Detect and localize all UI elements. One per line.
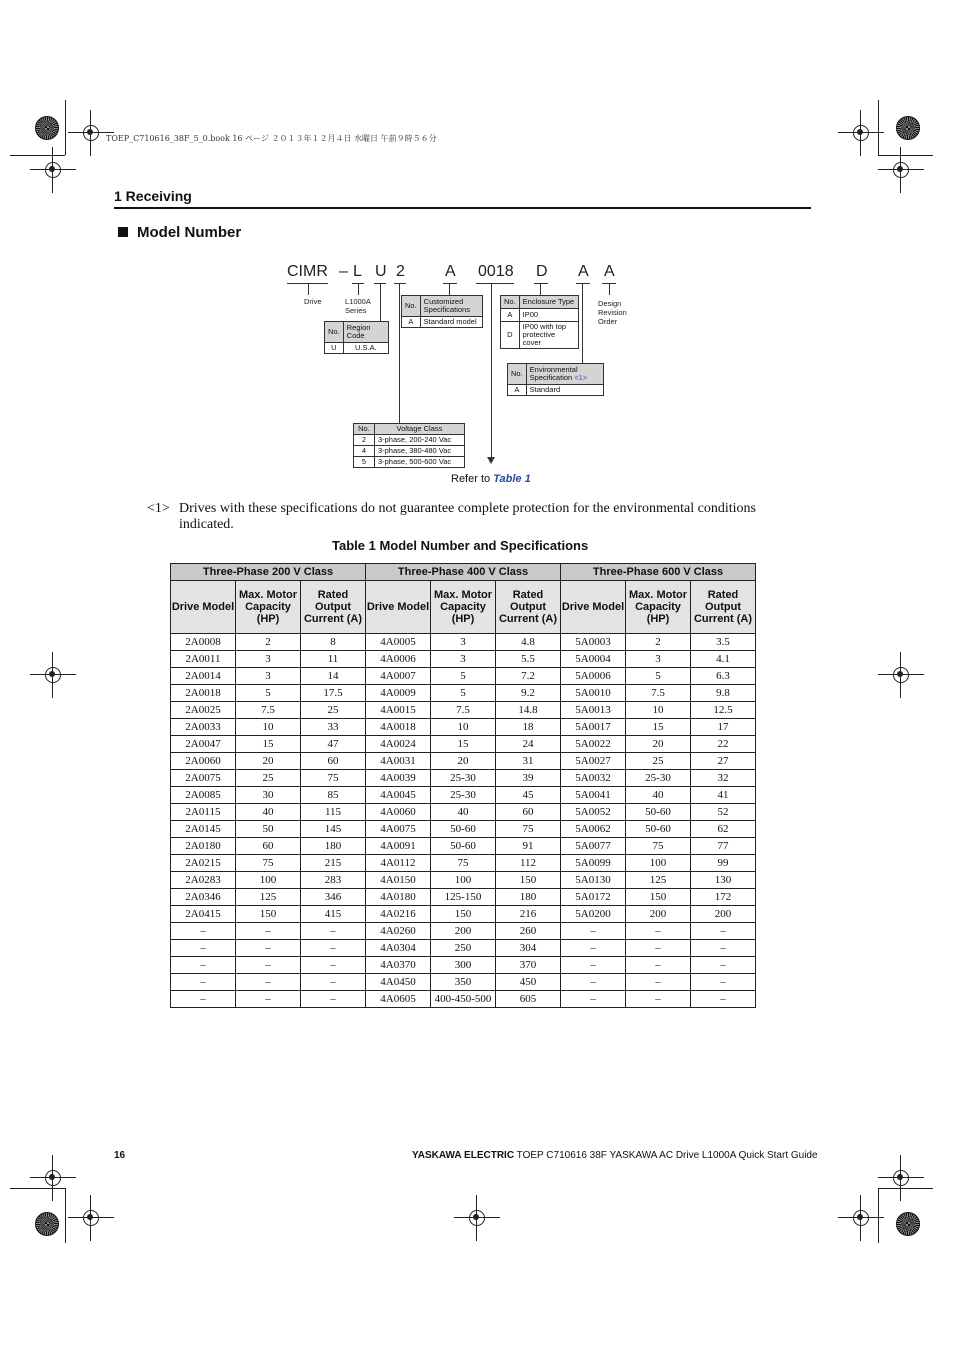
table-cell: 50-60	[626, 804, 691, 821]
table-cell: –	[236, 923, 301, 940]
table-cell: –	[301, 940, 366, 957]
table-cell: 4A0015	[366, 702, 431, 719]
table-cell: 25	[236, 770, 301, 787]
refer-to-table: Refer to Table 1	[451, 473, 531, 485]
model-spec-table	[170, 563, 756, 1008]
registration-disc	[35, 116, 59, 140]
table-cell: 15	[431, 736, 496, 753]
table-cell: 2A0215	[171, 855, 236, 872]
footer-brand: YASKAWA ELECTRIC	[412, 1150, 515, 1161]
table-cell: 7.5	[431, 702, 496, 719]
table-row	[171, 787, 756, 804]
table-cell: 4A0150	[366, 872, 431, 889]
table-cell: 283	[301, 872, 366, 889]
table-cell: 45	[496, 787, 561, 804]
group-600v: Three-Phase 600 V Class	[561, 564, 756, 581]
table-cell: 172	[691, 889, 756, 906]
table-cell: –	[171, 991, 236, 1008]
table-cell: 5A0130	[561, 872, 626, 889]
table-cell: 100	[236, 872, 301, 889]
table-cell: 20	[236, 753, 301, 770]
table-cell: 4A0216	[366, 906, 431, 923]
environmental-spec-table: No. Environmental Specification <1> A Standard	[507, 363, 604, 396]
table-cell: 4A0045	[366, 787, 431, 804]
table-cell: 2A0180	[171, 838, 236, 855]
table-cell: 50-60	[626, 821, 691, 838]
table-cell: 20	[626, 736, 691, 753]
table-cell: –	[626, 991, 691, 1008]
table-cell: 75	[301, 770, 366, 787]
crosshair-icon	[78, 1205, 104, 1231]
table-cell: 3	[431, 651, 496, 668]
crosshair-icon	[464, 1205, 490, 1231]
table-cell: 99	[691, 855, 756, 872]
table-cell: 25-30	[431, 770, 496, 787]
table-cell: 5A0017	[561, 719, 626, 736]
table-cell: 125-150	[431, 889, 496, 906]
table-cell: 2A0008	[171, 634, 236, 651]
table-cell: 2A0011	[171, 651, 236, 668]
table-cell: 25-30	[431, 787, 496, 804]
table-cell: –	[691, 974, 756, 991]
table-cell: 50	[236, 821, 301, 838]
table-cell: 5	[236, 685, 301, 702]
table-cell: –	[236, 974, 301, 991]
table-cell: 215	[301, 855, 366, 872]
code-cimr: CIMR	[287, 263, 328, 280]
table-cell: 250	[431, 940, 496, 957]
table-cell: 5A0027	[561, 753, 626, 770]
table-cell: 2A0047	[171, 736, 236, 753]
table-cell: –	[301, 974, 366, 991]
table-cell: 6.3	[691, 668, 756, 685]
table-cell: 8	[301, 634, 366, 651]
table-row	[171, 685, 756, 702]
table-cell: 5A0003	[561, 634, 626, 651]
table-cell: 75	[496, 821, 561, 838]
table-cell: 4A0370	[366, 957, 431, 974]
table-row	[171, 940, 756, 957]
table-row	[171, 906, 756, 923]
code-series: L	[353, 263, 362, 280]
crosshair-icon	[78, 120, 104, 146]
code-region: U	[375, 263, 387, 280]
table-cell: 5A0062	[561, 821, 626, 838]
table-cell: 5A0041	[561, 787, 626, 804]
table-row	[171, 957, 756, 974]
table-row	[171, 719, 756, 736]
table-row	[171, 974, 756, 991]
table-cell: 14.8	[496, 702, 561, 719]
table-cell: 2A0014	[171, 668, 236, 685]
table-cell: 260	[496, 923, 561, 940]
table-cell: 4.1	[691, 651, 756, 668]
page-heading: Model Number	[118, 224, 241, 241]
arrow-down-icon	[487, 457, 495, 464]
table-row	[171, 770, 756, 787]
table-cell: 4A0075	[366, 821, 431, 838]
page-number: 16	[114, 1150, 126, 1161]
table-1-link[interactable]: Table 1	[493, 473, 531, 485]
table-cell: –	[626, 940, 691, 957]
voltage-class-table: No. Voltage Class 2 3-phase, 200-240 Vac 4 3-phase, 380-480 Vac 5 3-phase, 500-600 Vac	[353, 423, 465, 468]
table-cell: 5A0077	[561, 838, 626, 855]
table-cell: –	[561, 923, 626, 940]
table-cell: 7.2	[496, 668, 561, 685]
col-motor-capacity: Max. Motor Capacity (HP)	[626, 581, 691, 634]
table-cell: 12.5	[691, 702, 756, 719]
table-cell: 4A0112	[366, 855, 431, 872]
table-cell: –	[691, 991, 756, 1008]
table-cell: 180	[301, 838, 366, 855]
crosshair-icon	[888, 157, 914, 183]
table-cell: 2A0085	[171, 787, 236, 804]
table-cell: 2A0346	[171, 889, 236, 906]
table-cell: 2A0060	[171, 753, 236, 770]
table-cell: 85	[301, 787, 366, 804]
code-dash: –	[339, 263, 348, 280]
table-cell: 216	[496, 906, 561, 923]
table-cell: –	[236, 940, 301, 957]
square-bullet-icon	[118, 227, 128, 237]
table-cell: 400-450-500	[431, 991, 496, 1008]
table-cell: 125	[626, 872, 691, 889]
table-cell: –	[561, 991, 626, 1008]
table-cell: 130	[691, 872, 756, 889]
table-row	[171, 736, 756, 753]
table-cell: 5A0004	[561, 651, 626, 668]
table-cell: –	[171, 957, 236, 974]
table-cell: 60	[301, 753, 366, 770]
table-cell: 5A0013	[561, 702, 626, 719]
table-cell: 5A0200	[561, 906, 626, 923]
table-cell: 4A0006	[366, 651, 431, 668]
label-series: L1000A Series	[345, 297, 371, 315]
table-cell: 4A0304	[366, 940, 431, 957]
table-cell: 33	[301, 719, 366, 736]
table-row	[171, 889, 756, 906]
print-header: TOEP_C710616_38F_5_0.book 16 ページ ２０１３年１２月４日 水曜日 午前９時５６分	[106, 134, 437, 143]
registration-disc	[35, 1212, 59, 1236]
col-motor-capacity: Max. Motor Capacity (HP)	[431, 581, 496, 634]
table-cell: 40	[431, 804, 496, 821]
table-cell: 5.5	[496, 651, 561, 668]
table-cell: 15	[626, 719, 691, 736]
table-row	[171, 702, 756, 719]
table-cell: 32	[691, 770, 756, 787]
col-drive-model: Drive Model	[171, 581, 236, 634]
table-cell: –	[626, 923, 691, 940]
table-cell: 4A0007	[366, 668, 431, 685]
col-rated-current: Rated Output Current (A)	[691, 581, 756, 634]
table-cell: 150	[626, 889, 691, 906]
code-current: 0018	[478, 263, 514, 280]
table-cell: 4A0009	[366, 685, 431, 702]
table-cell: 3	[431, 634, 496, 651]
table-cell: 5	[626, 668, 691, 685]
table-cell: 60	[496, 804, 561, 821]
code-environment: A	[578, 263, 589, 280]
table-caption: Table 1 Model Number and Specifications	[332, 538, 589, 553]
table-cell: 4A0018	[366, 719, 431, 736]
table-row	[171, 804, 756, 821]
table-cell: 25-30	[626, 770, 691, 787]
table-cell: –	[171, 923, 236, 940]
table-cell: 4A0005	[366, 634, 431, 651]
table-cell: 2A0415	[171, 906, 236, 923]
table-cell: 5A0010	[561, 685, 626, 702]
table-cell: –	[626, 974, 691, 991]
table-cell: 4A0605	[366, 991, 431, 1008]
code-voltage: 2	[396, 263, 405, 280]
label-design-revision: Design Revision Order	[598, 299, 627, 326]
table-cell: 10	[626, 702, 691, 719]
table-cell: –	[626, 957, 691, 974]
table-cell: 2	[626, 634, 691, 651]
table-cell: 7.5	[236, 702, 301, 719]
table-cell: 200	[626, 906, 691, 923]
table-cell: 5A0006	[561, 668, 626, 685]
col-motor-capacity: Max. Motor Capacity (HP)	[236, 581, 301, 634]
table-cell: 300	[431, 957, 496, 974]
crosshair-icon	[40, 662, 66, 688]
table-row	[171, 634, 756, 651]
table-cell: 200	[431, 923, 496, 940]
table-cell: 20	[431, 753, 496, 770]
table-cell: 31	[496, 753, 561, 770]
table-cell: 75	[431, 855, 496, 872]
table-cell: 2A0115	[171, 804, 236, 821]
table-cell: –	[561, 957, 626, 974]
table-row	[171, 838, 756, 855]
registration-disc	[896, 116, 920, 140]
table-cell: 5A0032	[561, 770, 626, 787]
table-cell: –	[301, 957, 366, 974]
table-cell: 4A0091	[366, 838, 431, 855]
table-cell: 24	[496, 736, 561, 753]
table-cell: 5A0099	[561, 855, 626, 872]
enclosure-type-table: No. Enclosure Type A IP00 D IP00 with top protective cover	[500, 295, 579, 349]
table-cell: 3.5	[691, 634, 756, 651]
table-cell: 112	[496, 855, 561, 872]
table-cell: 145	[301, 821, 366, 838]
table-cell: 2	[236, 634, 301, 651]
table-cell: 41	[691, 787, 756, 804]
footnote-text: Drives with these specifications do not guarantee complete protection for the environmental conditions indicated.	[179, 501, 756, 532]
table-cell: 75	[236, 855, 301, 872]
crosshair-icon	[848, 1205, 874, 1231]
table-cell: 605	[496, 991, 561, 1008]
table-cell: 10	[236, 719, 301, 736]
table-cell: 2A0283	[171, 872, 236, 889]
table-cell: 27	[691, 753, 756, 770]
table-cell: 52	[691, 804, 756, 821]
customized-spec-table: No. Customized Specifications A Standard model	[401, 295, 483, 328]
footer-doc: YASKAWA ELECTRIC TOEP C710616 38F YASKAWA AC Drive L1000A Quick Start Guide	[412, 1150, 818, 1161]
table-cell: 2A0018	[171, 685, 236, 702]
table-cell: 5	[431, 668, 496, 685]
table-cell: 17	[691, 719, 756, 736]
section-rule	[114, 207, 811, 209]
table-row	[171, 923, 756, 940]
table-cell: 5A0052	[561, 804, 626, 821]
table-row	[171, 668, 756, 685]
table-cell: 4A0180	[366, 889, 431, 906]
region-code-table: No. Region Code U U.S.A.	[324, 321, 389, 354]
table-cell: 9.2	[496, 685, 561, 702]
table-cell: 22	[691, 736, 756, 753]
table-cell: 60	[236, 838, 301, 855]
table-cell: 77	[691, 838, 756, 855]
table-cell: 150	[236, 906, 301, 923]
table-row	[171, 821, 756, 838]
table-cell: 10	[431, 719, 496, 736]
table-cell: 4A0024	[366, 736, 431, 753]
footnote-ref: <1>	[574, 373, 588, 382]
table-cell: 9.8	[691, 685, 756, 702]
table-cell: 100	[431, 872, 496, 889]
table-cell: 4A0450	[366, 974, 431, 991]
group-400v: Three-Phase 400 V Class	[366, 564, 561, 581]
table-cell: 40	[626, 787, 691, 804]
table-cell: 200	[691, 906, 756, 923]
table-cell: –	[561, 940, 626, 957]
table-cell: 30	[236, 787, 301, 804]
group-200v: Three-Phase 200 V Class	[171, 564, 366, 581]
crosshair-icon	[848, 120, 874, 146]
table-cell: 125	[236, 889, 301, 906]
table-cell: 4A0039	[366, 770, 431, 787]
table-cell: 50-60	[431, 821, 496, 838]
table-cell: 25	[626, 753, 691, 770]
table-cell: 3	[236, 668, 301, 685]
code-revision: A	[604, 263, 615, 280]
table-cell: 346	[301, 889, 366, 906]
table-cell: 415	[301, 906, 366, 923]
table-cell: –	[561, 974, 626, 991]
table-cell: –	[301, 991, 366, 1008]
table-row	[171, 991, 756, 1008]
table-cell: –	[236, 957, 301, 974]
col-rated-current: Rated Output Current (A)	[301, 581, 366, 634]
table-cell: 75	[626, 838, 691, 855]
table-cell: 3	[626, 651, 691, 668]
table-cell: 3	[236, 651, 301, 668]
table-cell: 4A0260	[366, 923, 431, 940]
table-row	[171, 872, 756, 889]
table-cell: –	[691, 923, 756, 940]
table-cell: –	[171, 940, 236, 957]
table-cell: 304	[496, 940, 561, 957]
table-cell: 91	[496, 838, 561, 855]
table-cell: 25	[301, 702, 366, 719]
table-cell: 15	[236, 736, 301, 753]
table-cell: 2A0033	[171, 719, 236, 736]
table-cell: 150	[496, 872, 561, 889]
table-cell: 2A0075	[171, 770, 236, 787]
crosshair-icon	[40, 157, 66, 183]
table-cell: 370	[496, 957, 561, 974]
table-cell: 11	[301, 651, 366, 668]
table-cell: 62	[691, 821, 756, 838]
table-cell: –	[301, 923, 366, 940]
table-cell: –	[171, 974, 236, 991]
table-cell: 350	[431, 974, 496, 991]
label-drive: Drive	[304, 297, 322, 306]
col-drive-model: Drive Model	[561, 581, 626, 634]
table-cell: 4A0031	[366, 753, 431, 770]
table-cell: 7.5	[626, 685, 691, 702]
table-cell: 4A0060	[366, 804, 431, 821]
table-cell: 5A0022	[561, 736, 626, 753]
table-cell: 4.8	[496, 634, 561, 651]
col-rated-current: Rated Output Current (A)	[496, 581, 561, 634]
table-cell: –	[691, 957, 756, 974]
table-cell: 100	[626, 855, 691, 872]
table-cell: 17.5	[301, 685, 366, 702]
table-cell: 450	[496, 974, 561, 991]
registration-disc	[896, 1212, 920, 1236]
table-row	[171, 753, 756, 770]
table-cell: 50-60	[431, 838, 496, 855]
table-cell: 115	[301, 804, 366, 821]
table-cell: –	[236, 991, 301, 1008]
code-custom: A	[445, 263, 456, 280]
table-cell: 2A0025	[171, 702, 236, 719]
table-cell: 5	[431, 685, 496, 702]
code-enclosure: D	[536, 263, 548, 280]
table-cell: 5A0172	[561, 889, 626, 906]
table-cell: 14	[301, 668, 366, 685]
table-cell: 39	[496, 770, 561, 787]
section-title: 1 Receiving	[114, 188, 192, 204]
table-cell: 180	[496, 889, 561, 906]
table-cell: 40	[236, 804, 301, 821]
table-cell: 2A0145	[171, 821, 236, 838]
table-row	[171, 651, 756, 668]
table-cell: –	[691, 940, 756, 957]
footnote-marker: <1>	[147, 501, 170, 516]
crosshair-icon	[888, 662, 914, 688]
table-cell: 18	[496, 719, 561, 736]
table-row	[171, 855, 756, 872]
table-cell: 47	[301, 736, 366, 753]
table-cell: 150	[431, 906, 496, 923]
col-drive-model: Drive Model	[366, 581, 431, 634]
